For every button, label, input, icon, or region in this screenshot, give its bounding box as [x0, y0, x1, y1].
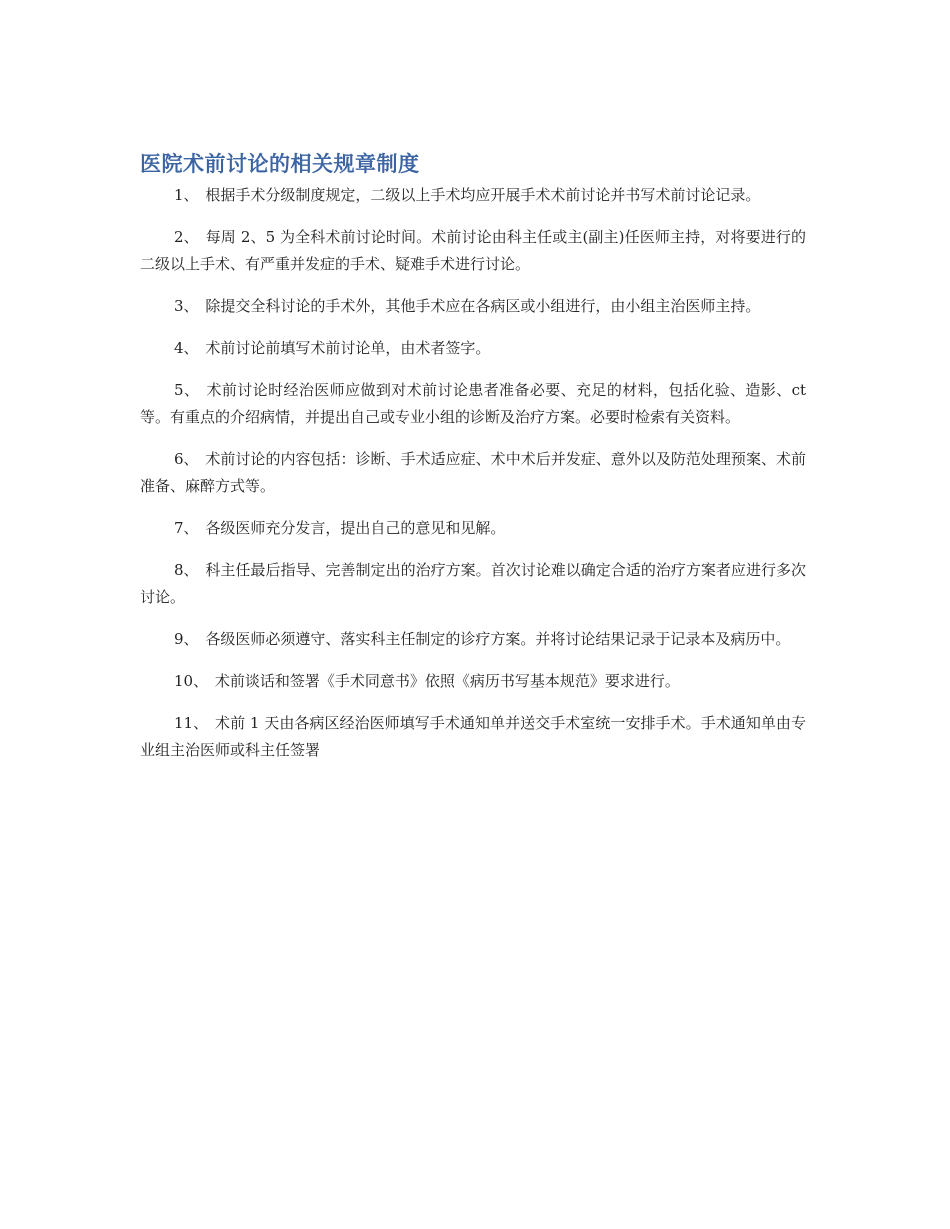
paragraph-item [140, 626, 806, 653]
item-text: 术前讨论前填写术前讨论单，由术者签字。 [205, 339, 491, 357]
item-number: 11、 [174, 714, 209, 732]
item-text: 除提交全科讨论的手术外，其他手术应在各病区或小组进行，由小组主治医师主持。 [205, 297, 761, 315]
item-text: 术前讨论的内容包括：诊断、手术适应症、术中术后并发症、意外以及防范处理预案、术前准备、麻醉方式等。 [140, 450, 806, 495]
item-text: 术前谈话和签署《手术同意书》依照《病历书写基本规范》要求进行。 [214, 672, 680, 690]
item-number: 8、 [174, 561, 199, 579]
paragraph-item [140, 557, 806, 611]
item-text: 术前讨论时经治医师应做到对术前讨论患者准备必要、充足的材料，包括化验、造影、ct 等。有重点的介绍病情，并提出自己或专业小组的诊断及治疗方案。必要时检索有关资料。 [140, 381, 806, 426]
item-text: 每周 2、5 为全科术前讨论时间。术前讨论由科主任或主(副主)任医师主持，对将要进行的二级以上手术、有严重并发症的手术、疑难手术进行讨论。 [140, 228, 806, 273]
item-text: 科主任最后指导、完善制定出的治疗方案。首次讨论难以确定合适的治疗方案者应进行多次讨论。 [140, 561, 806, 606]
item-text: 术前 1 天由各病区经治医师填写手术通知单并送交手术室统一安排手术。手术通知单由专业组主治医师或科主任签署 [140, 714, 806, 759]
paragraph-item [140, 668, 806, 695]
item-number: 7、 [174, 519, 199, 537]
item-number: 1、 [174, 186, 199, 204]
item-number: 6、 [174, 450, 199, 468]
document-content [140, 148, 806, 779]
item-number: 4、 [174, 339, 199, 357]
paragraph-item [140, 224, 806, 278]
item-number: 3、 [174, 297, 199, 315]
document-title: 医院术前讨论的相关规章制度 [140, 152, 420, 176]
paragraph-item [140, 377, 806, 431]
item-text: 根据手术分级制度规定，二级以上手术均应开展手术术前讨论并书写术前讨论记录。 [205, 186, 761, 204]
paragraph-item [140, 293, 806, 320]
item-number: 2、 [174, 228, 199, 246]
item-text: 各级医师充分发言，提出自己的意见和见解。 [205, 519, 506, 537]
paragraph-item [140, 182, 806, 209]
item-number: 5、 [174, 381, 200, 399]
item-number: 10、 [174, 672, 209, 690]
item-number: 9、 [174, 630, 199, 648]
paragraph-item [140, 710, 806, 764]
item-text: 各级医师必须遵守、落实科主任制定的诊疗方案。并将讨论结果记录于记录本及病历中。 [205, 630, 791, 648]
paragraph-item [140, 515, 806, 542]
paragraph-item [140, 446, 806, 500]
paragraph-item [140, 335, 806, 362]
